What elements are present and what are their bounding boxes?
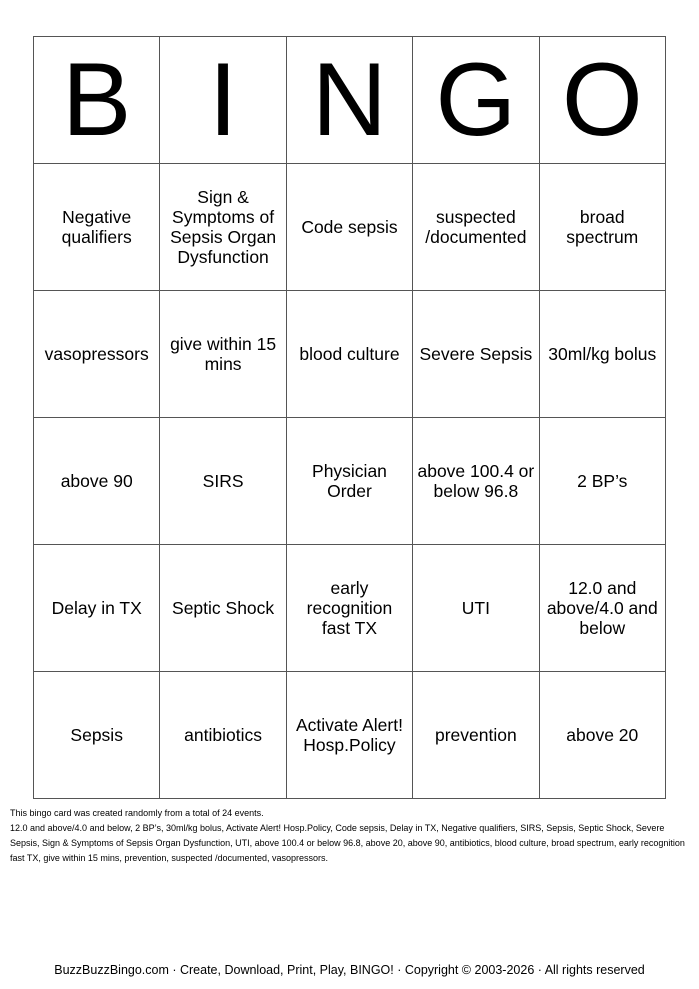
card-cell: vasopressors bbox=[34, 291, 160, 418]
card-cell: broad spectrum bbox=[539, 164, 665, 291]
card-info bbox=[10, 806, 690, 866]
card-info-summary: This bingo card was created randomly from a total of 24 events. bbox=[10, 808, 264, 818]
card-cell: above 90 bbox=[34, 418, 160, 545]
card-cell: 12.0 and above/4.0 and below bbox=[539, 545, 665, 672]
card-cell: Physician Order bbox=[286, 418, 412, 545]
header-letter-i: I bbox=[160, 37, 286, 164]
card-cell: suspected /documented bbox=[413, 164, 539, 291]
card-cell: give within 15 mins bbox=[160, 291, 286, 418]
header-letter-o: O bbox=[539, 37, 665, 164]
card-cell: Negative qualifiers bbox=[34, 164, 160, 291]
card-cell: above 20 bbox=[539, 672, 665, 799]
card-cell: Septic Shock bbox=[160, 545, 286, 672]
card-cell: Severe Sepsis bbox=[413, 291, 539, 418]
card-row bbox=[34, 672, 666, 799]
card-cell: above 100.4 or below 96.8 bbox=[413, 418, 539, 545]
header-row bbox=[34, 37, 666, 164]
card-row bbox=[34, 418, 666, 545]
page-footer: BuzzBuzzBingo.com · Create, Download, Print, Play, BINGO! · Copyright © 2003-2026 · All rights reserved bbox=[54, 963, 645, 977]
bingo-card bbox=[33, 36, 666, 799]
card-info-events: 12.0 and above/4.0 and below, 2 BP’s, 30ml/kg bolus, Activate Alert! Hosp.Policy, Code sepsis, Delay in TX, Negative qualifiers, SIRS, Sepsis, Septic Shock, Severe Sepsis, Sign & Symptoms of Sepsis Organ Dysfunction, UTI, above 100.4 or below 96.8, above 20, above 90, antibiotics, blood culture, broad spectrum, early recognition fast TX, give within 15 mins, prevention, suspected /documented, vasopressors. bbox=[10, 823, 685, 863]
card-row bbox=[34, 545, 666, 672]
card-cell: UTI bbox=[413, 545, 539, 672]
card-cell: Sign & Symptoms of Sepsis Organ Dysfunction bbox=[160, 164, 286, 291]
card-cell: 2 BP’s bbox=[539, 418, 665, 545]
card-cell: SIRS bbox=[160, 418, 286, 545]
header-letter-g: G bbox=[413, 37, 539, 164]
card-row bbox=[34, 164, 666, 291]
card-cell: Delay in TX bbox=[34, 545, 160, 672]
card-cell: antibiotics bbox=[160, 672, 286, 799]
card-cell: Activate Alert! Hosp.Policy bbox=[286, 672, 412, 799]
card-cell: early recognition fast TX bbox=[286, 545, 412, 672]
header-letter-b: B bbox=[34, 37, 160, 164]
card-cell: prevention bbox=[413, 672, 539, 799]
card-cell: Sepsis bbox=[34, 672, 160, 799]
header-letter-n: N bbox=[286, 37, 412, 164]
card-row bbox=[34, 291, 666, 418]
card-cell: blood culture bbox=[286, 291, 412, 418]
card-cell: Code sepsis bbox=[286, 164, 412, 291]
card-cell: 30ml/kg bolus bbox=[539, 291, 665, 418]
